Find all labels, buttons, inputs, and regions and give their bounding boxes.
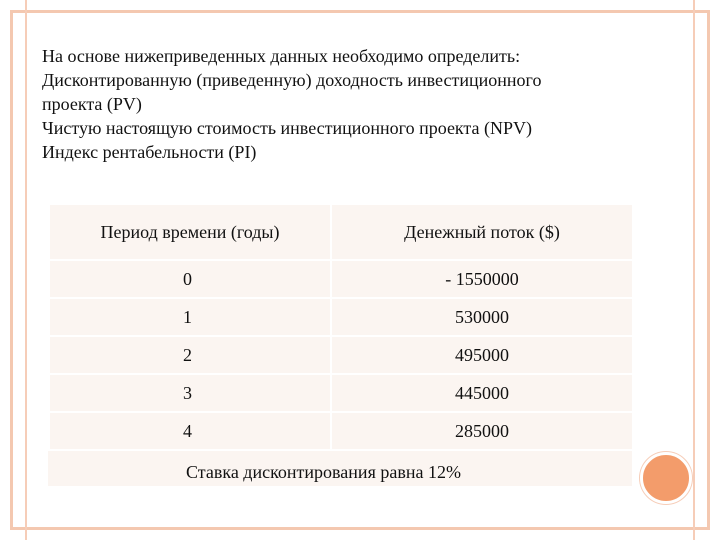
task-description [42, 44, 642, 164]
period-cell: 1 [49, 298, 331, 336]
period-cell: 0 [49, 260, 331, 298]
cash-flow-cell: 530000 [331, 298, 633, 336]
cash-flow-cell: 285000 [331, 412, 633, 450]
intro-line: Дисконтированную (приведенную) доходность инвестиционного [42, 70, 542, 90]
discount-rate-text: Ставка дисконтирования равна 12% [186, 462, 461, 482]
cash-flow-cell: - 1550000 [331, 260, 633, 298]
header-cash-flow: Денежный поток ($) [331, 204, 633, 260]
table-header-row [49, 204, 633, 260]
cash-flow-table-area [48, 203, 632, 486]
cash-flow-cell: 495000 [331, 336, 633, 374]
right-decor-line [693, 0, 695, 540]
intro-line: Чистую настоящую стоимость инвестиционного проекта (NPV) [42, 118, 533, 138]
decorative-circle [640, 452, 692, 504]
left-decor-line [25, 0, 27, 540]
cash-flow-table [48, 203, 634, 451]
intro-line: На основе нижеприведенных данных необходимо определить: [42, 46, 521, 66]
table-row [49, 260, 633, 298]
table-row [49, 298, 633, 336]
intro-line: проекта (PV) [42, 94, 142, 114]
cash-flow-cell: 445000 [331, 374, 633, 412]
table-row [49, 374, 633, 412]
intro-line: Индекс рентабельности (PI) [42, 142, 257, 162]
period-cell: 3 [49, 374, 331, 412]
period-cell: 4 [49, 412, 331, 450]
table-row [49, 412, 633, 450]
header-period: Период времени (годы) [49, 204, 331, 260]
table-row [49, 336, 633, 374]
period-cell: 2 [49, 336, 331, 374]
